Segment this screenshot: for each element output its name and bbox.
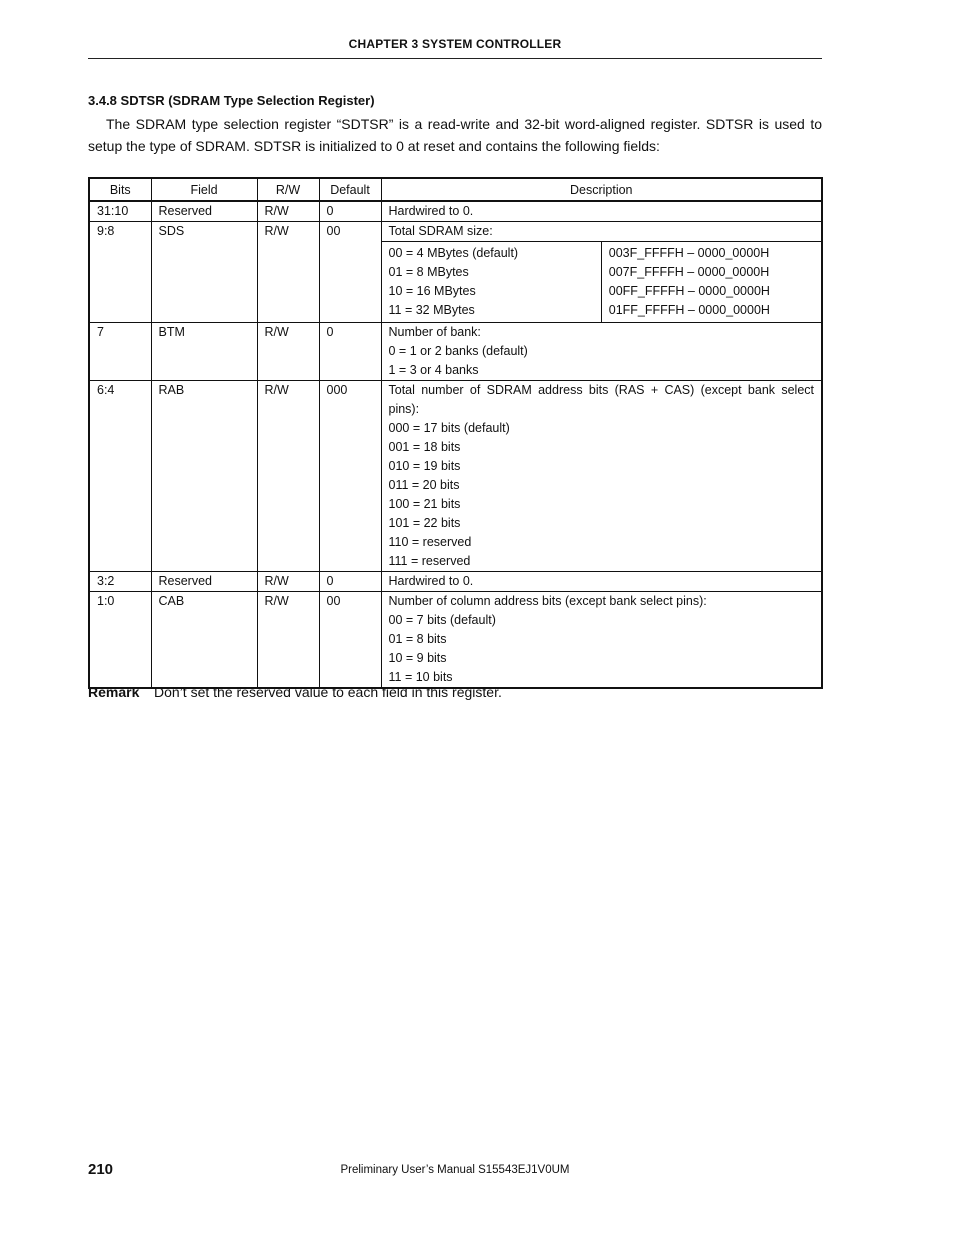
size-option-cell	[382, 242, 602, 322]
address-range: 01FF_FFFFH – 0000_0000H	[608, 303, 770, 317]
cell-description	[381, 572, 822, 592]
col-header-description: Description	[381, 178, 822, 201]
desc-line: 00 = 7 bits (default)	[388, 613, 496, 627]
desc-line: 1 = 3 or 4 banks	[388, 363, 479, 377]
desc-line: 010 = 19 bits	[388, 459, 461, 473]
intro-paragraph: The SDRAM type selection register “SDTSR” is a read-write and 32-bit word-aligned register. SDTSR is used to setup the type of SDRAM. SDTSR is initialized to 0 at reset and contains the following fields:	[88, 116, 822, 154]
cell-description	[381, 201, 822, 222]
cell-bits: 31:10	[89, 201, 151, 222]
cell-default: 00	[319, 592, 381, 689]
cell-rw: R/W	[257, 323, 319, 381]
cell-description	[381, 592, 822, 689]
cell-description	[381, 381, 822, 572]
cell-description	[381, 323, 822, 381]
desc-line: 000 = 17 bits (default)	[388, 421, 510, 435]
remark	[88, 684, 502, 700]
desc-line: Total number of SDRAM address bits (RAS + CAS) (except bank select pins):	[388, 383, 814, 416]
cell-bits: 9:8	[89, 222, 151, 323]
desc-line: 011 = 20 bits	[388, 478, 460, 492]
desc-line: 110 = reserved	[388, 535, 472, 549]
register-table	[88, 177, 823, 689]
size-map-table	[382, 242, 822, 322]
cell-field: Reserved	[151, 572, 257, 592]
desc-line: Hardwired to 0.	[388, 574, 474, 588]
col-header-default: Default	[319, 178, 381, 201]
table-row	[89, 592, 822, 689]
cell-default: 0	[319, 323, 381, 381]
desc-line: Number of column address bits (except bank select pins):	[388, 594, 707, 608]
cell-rw: R/W	[257, 201, 319, 222]
table-row	[89, 323, 822, 381]
desc-line: Total SDRAM size:	[388, 224, 493, 238]
cell-field: RAB	[151, 381, 257, 572]
page-number: 210	[88, 1161, 114, 1178]
desc-line: 01 = 8 bits	[388, 632, 447, 646]
table-row	[89, 201, 822, 222]
col-header-bits: Bits	[89, 178, 151, 201]
cell-default: 000	[319, 381, 381, 572]
address-range: 00FF_FFFFH – 0000_0000H	[608, 284, 770, 298]
cell-default: 0	[319, 572, 381, 592]
address-range: 007F_FFFFH – 0000_0000H	[608, 265, 770, 279]
header-rule	[88, 58, 822, 59]
remark-label: Remark	[88, 684, 140, 700]
col-header-rw: R/W	[257, 178, 319, 201]
desc-line: 001 = 18 bits	[388, 440, 461, 454]
cell-field: SDS	[151, 222, 257, 323]
cell-bits: 7	[89, 323, 151, 381]
cell-rw: R/W	[257, 381, 319, 572]
address-range: 003F_FFFFH – 0000_0000H	[608, 246, 770, 260]
col-header-field: Field	[151, 178, 257, 201]
desc-line: Number of bank:	[388, 325, 481, 339]
cell-field: BTM	[151, 323, 257, 381]
table-row	[89, 572, 822, 592]
desc-line: 101 = 22 bits	[388, 516, 461, 530]
table-row	[89, 222, 822, 242]
cell-rw: R/W	[257, 572, 319, 592]
cell-bits: 6:4	[89, 381, 151, 572]
cell-description	[381, 222, 822, 242]
cell-default: 00	[319, 222, 381, 323]
table-header-row	[89, 178, 822, 201]
size-option: 01 = 8 MBytes	[388, 265, 469, 279]
cell-bits: 1:0	[89, 592, 151, 689]
cell-bits: 3:2	[89, 572, 151, 592]
size-option: 00 = 4 MBytes (default)	[388, 246, 519, 260]
footer-text: Preliminary User’s Manual S15543EJ1V0UM	[340, 1164, 570, 1176]
desc-line: Hardwired to 0.	[388, 204, 474, 218]
desc-line: 0 = 1 or 2 banks (default)	[388, 344, 528, 358]
cell-rw: R/W	[257, 222, 319, 323]
remark-text: Don’t set the reserved value to each field in this register.	[154, 684, 502, 700]
running-header: CHAPTER 3 SYSTEM CONTROLLER	[348, 37, 562, 51]
desc-line: 10 = 9 bits	[388, 651, 447, 665]
cell-field: CAB	[151, 592, 257, 689]
section-title: 3.4.8 SDTSR (SDRAM Type Selection Register)	[88, 93, 375, 108]
cell-default: 0	[319, 201, 381, 222]
size-option: 10 = 16 MBytes	[388, 284, 476, 298]
cell-field: Reserved	[151, 201, 257, 222]
desc-line: 100 = 21 bits	[388, 497, 461, 511]
table-row	[89, 381, 822, 572]
cell-size-map	[381, 242, 822, 323]
size-option: 11 = 32 MBytes	[388, 303, 475, 317]
desc-line: 111 = reserved	[388, 554, 471, 568]
desc-line: 11 = 10 bits	[388, 670, 453, 684]
address-range-cell	[601, 242, 821, 322]
cell-rw: R/W	[257, 592, 319, 689]
